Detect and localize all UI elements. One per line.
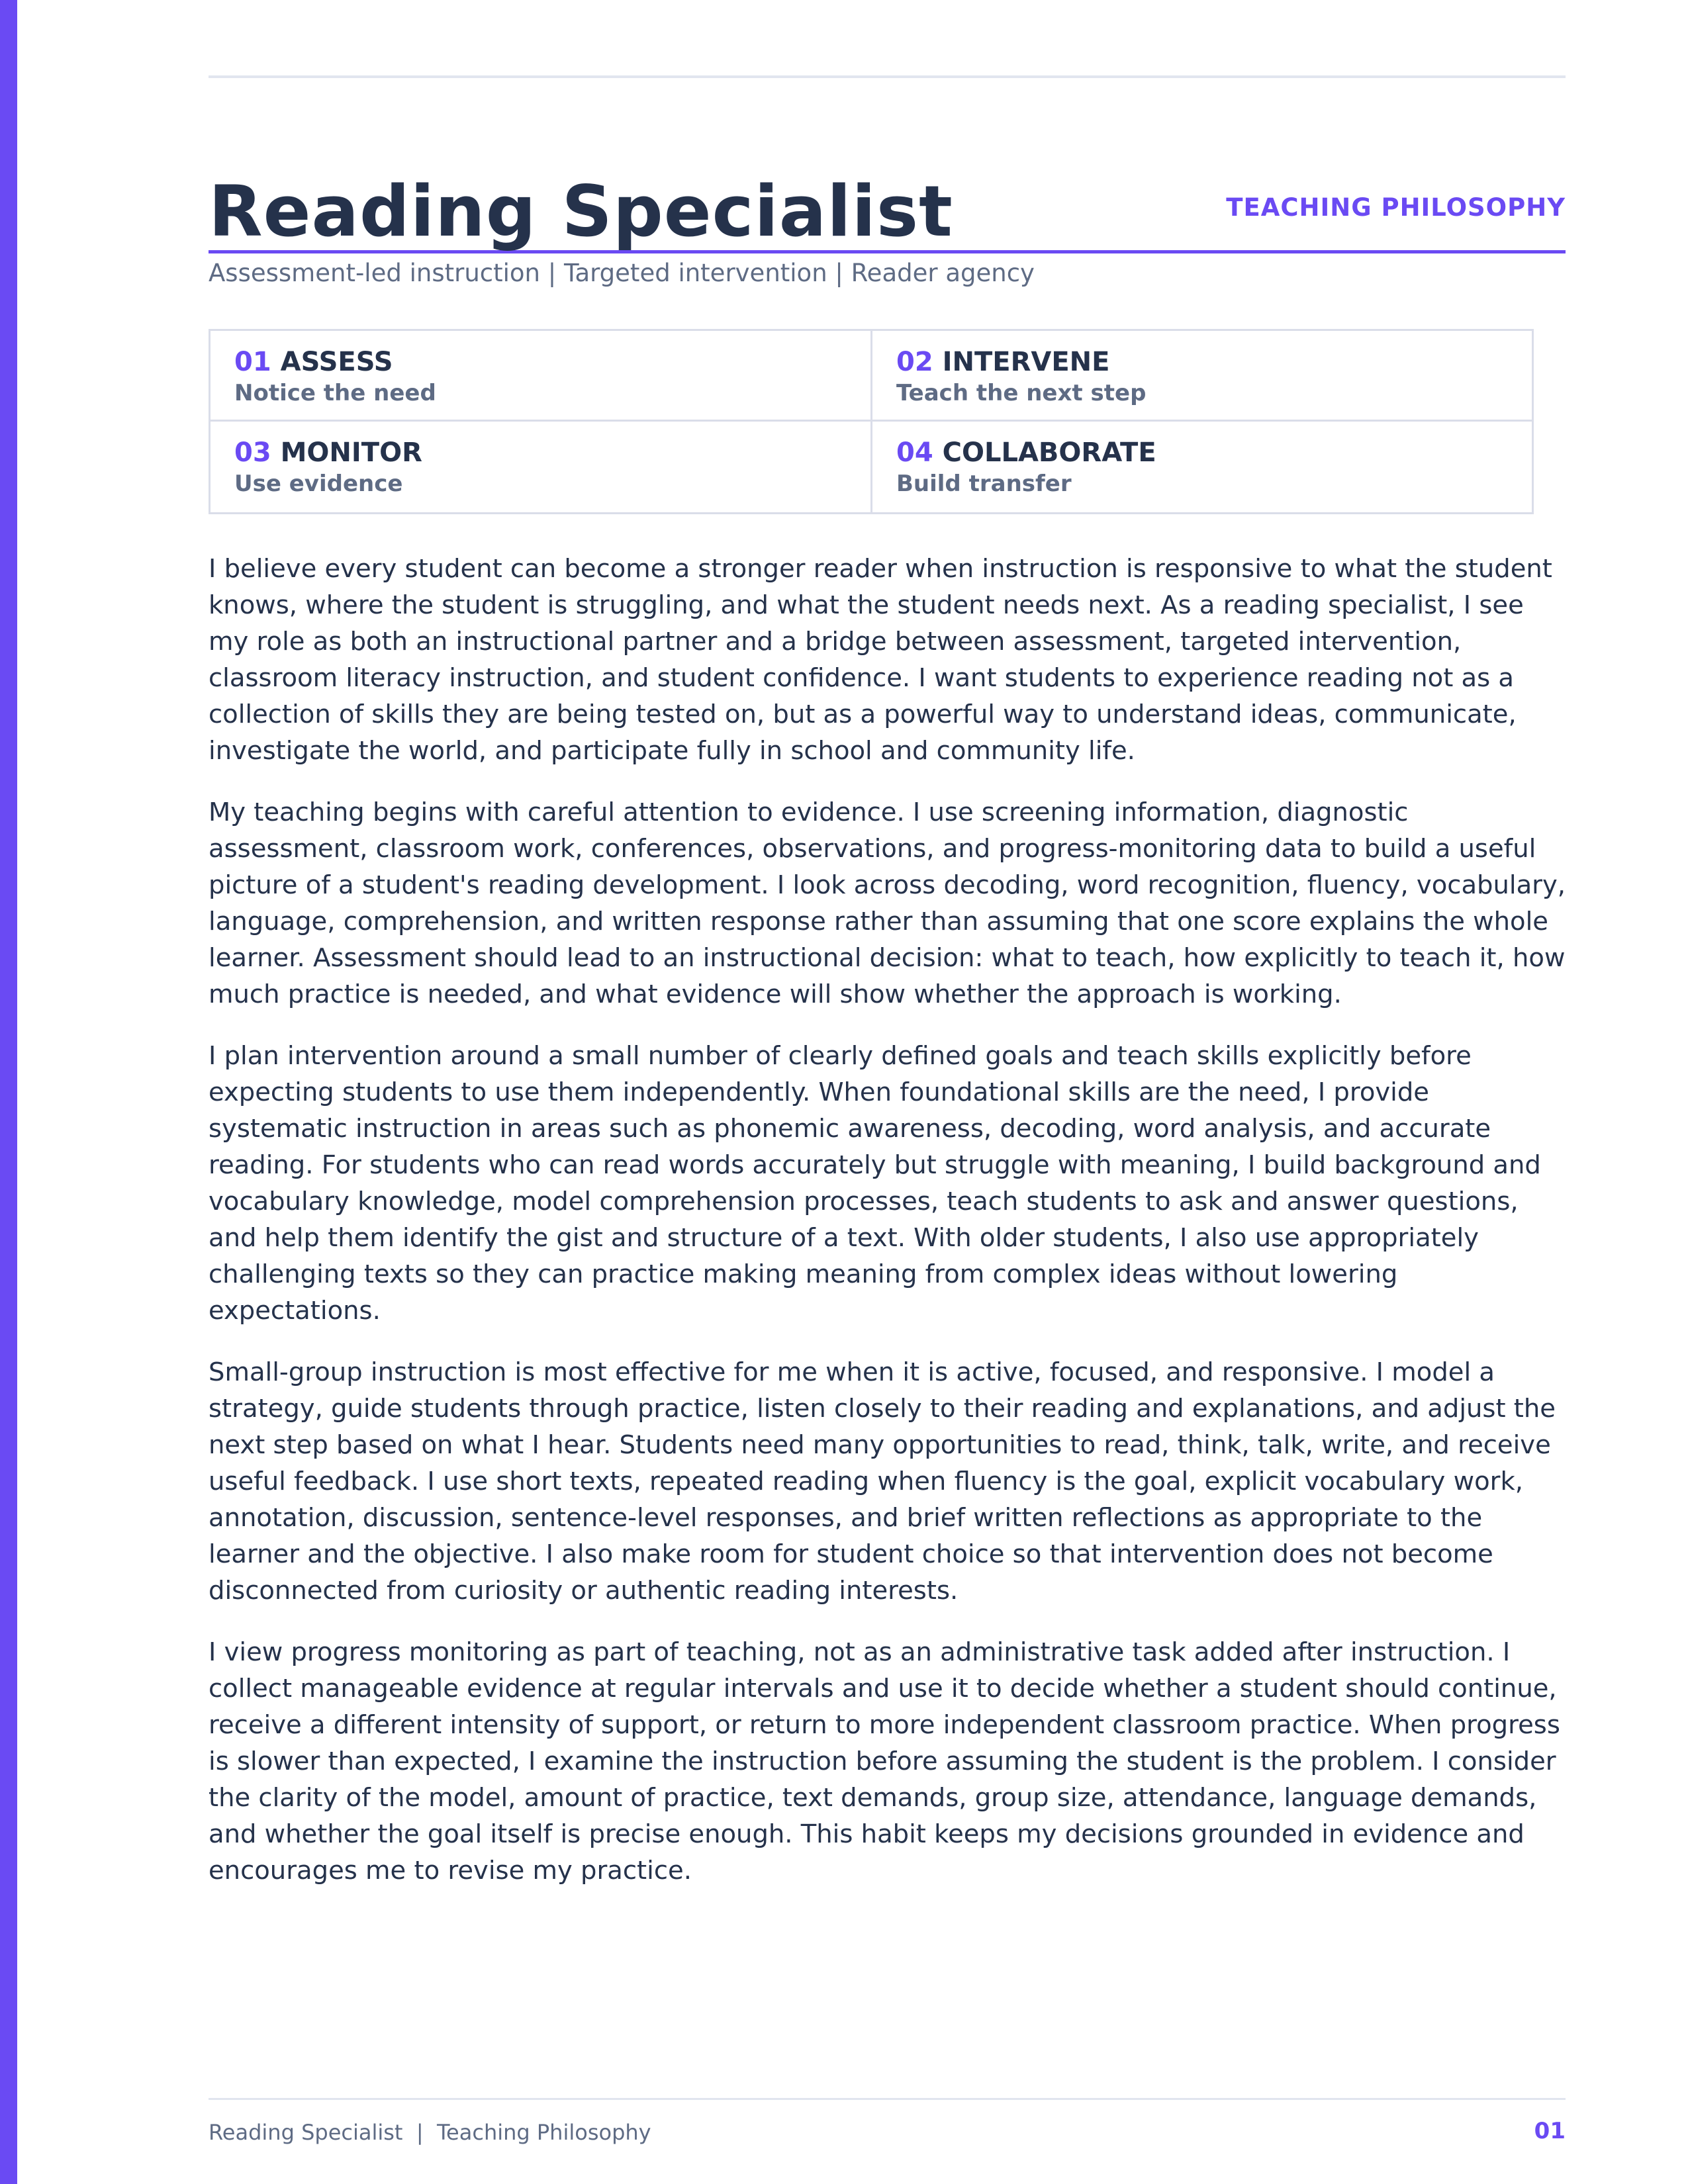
body-paragraph-4: Small-group instruction is most effective for me when it is active, focused, and responsive. I model a strategy, guide students through practice, listen closely to their reading and explanations, and adjust the next step based on what I hear. Students need many opportunities to read, think, talk, write, and receive useful feedback. I use short texts, repeated reading when fluency is the goal, explicit vocabulary work, annotation, discussion, sentence-level responses, and brief written reflections as appropriate to the learner and the objective. I also make room for student choice so that intervention does not become disconnected from curiosity or authentic reading interests.	[209, 1357, 1556, 1606]
body-paragraph-2: My teaching begins with careful attention to evidence. I use screening information, diagnostic assessment, classroom work, conferences, observations, and progress-monitoring data to build a useful picture of a student's reading development. I look across decoding, word recognition, fluency, vocabulary, language, comprehension, and written response rather than assuming that one score explains the whole learner. Assessment should lead to an instructional decision: what to teach, how explicitly to teach it, how much practice is needed, and what evidence will show whether the approach is working.	[209, 797, 1566, 1009]
body-paragraph-3: I plan intervention around a small number of clearly defined goals and teach skills explicitly before expecting students to use them independently. When foundational skills are the need, I provide systematic instruction in areas such as phonemic awareness, decoding, word analysis, and accurate reading. For students who can read words accurately but struggle with meaning, I build background and vocabulary knowledge, model comprehension processes, teach students to ask and answer questions, and help them identify the gist and structure of a text. With older students, I also use appropriately challenging texts so they can practice making meaning from complex ideas without lowering expectations.	[209, 1041, 1541, 1326]
step-title: INTERVENE	[942, 347, 1110, 377]
page-title: Reading Specialist	[209, 171, 953, 252]
step-title: COLLABORATE	[942, 437, 1156, 468]
step-title: ASSESS	[280, 347, 393, 377]
footer-divider	[209, 2098, 1566, 2100]
step-subtitle: Use evidence	[234, 471, 403, 497]
top-divider	[209, 75, 1566, 78]
document-type-label: TEACHING PHILOSOPHY	[1226, 193, 1566, 222]
step-card-assess	[211, 331, 872, 422]
step-card-monitor	[211, 422, 872, 512]
page-subtitle: Assessment-led instruction | Targeted intervention | Reader agency	[209, 259, 1035, 287]
step-number: 04	[896, 437, 933, 468]
step-heading	[234, 436, 870, 469]
step-title: MONITOR	[280, 437, 422, 468]
step-heading	[234, 345, 870, 379]
accent-sidebar-bar	[0, 0, 17, 2184]
step-number: 01	[234, 347, 271, 377]
page-header	[209, 173, 1566, 253]
step-heading	[896, 345, 1532, 379]
step-number: 02	[896, 347, 933, 377]
step-card-collaborate	[872, 422, 1532, 512]
step-subtitle: Teach the next step	[896, 380, 1147, 406]
step-heading	[896, 436, 1532, 469]
body-paragraph-5: I view progress monitoring as part of teaching, not as an administrative task added after instruction. I collect manageable evidence at regular intervals and use it to decide whether a student should continue, receive a different intensity of support, or return to more independent classroom practice. When progress is slower than expected, I examine the instruction before assuming the student is the problem. I consider the clarity of the model, amount of practice, text demands, group size, attendance, language demands, and whether the goal itself is precise enough. This habit keeps my decisions grounded in evidence and encourages me to revise my practice.	[209, 1637, 1560, 1886]
page-number: 01	[1534, 2118, 1566, 2144]
step-subtitle: Notice the need	[234, 380, 436, 406]
body-paragraph-1: I believe every student can become a stronger reader when instruction is responsive to what the student knows, where the student is struggling, and what the student needs next. As a reading specialist, I see my role as both an instructional partner and a bridge between assessment, targeted intervention, classroom literacy instruction, and student confidence. I want students to experience reading not as a collection of skills they are being tested on, but as a powerful way to understand ideas, communicate, investigate the world, and participate fully in school and community life.	[209, 554, 1552, 766]
step-card-intervene	[872, 331, 1532, 422]
step-number: 03	[234, 437, 271, 468]
philosophy-body	[209, 551, 1566, 1914]
step-subtitle: Build transfer	[896, 471, 1072, 497]
process-steps-grid	[209, 329, 1534, 514]
footer-running-title: Reading Specialist | Teaching Philosophy	[209, 2120, 651, 2145]
